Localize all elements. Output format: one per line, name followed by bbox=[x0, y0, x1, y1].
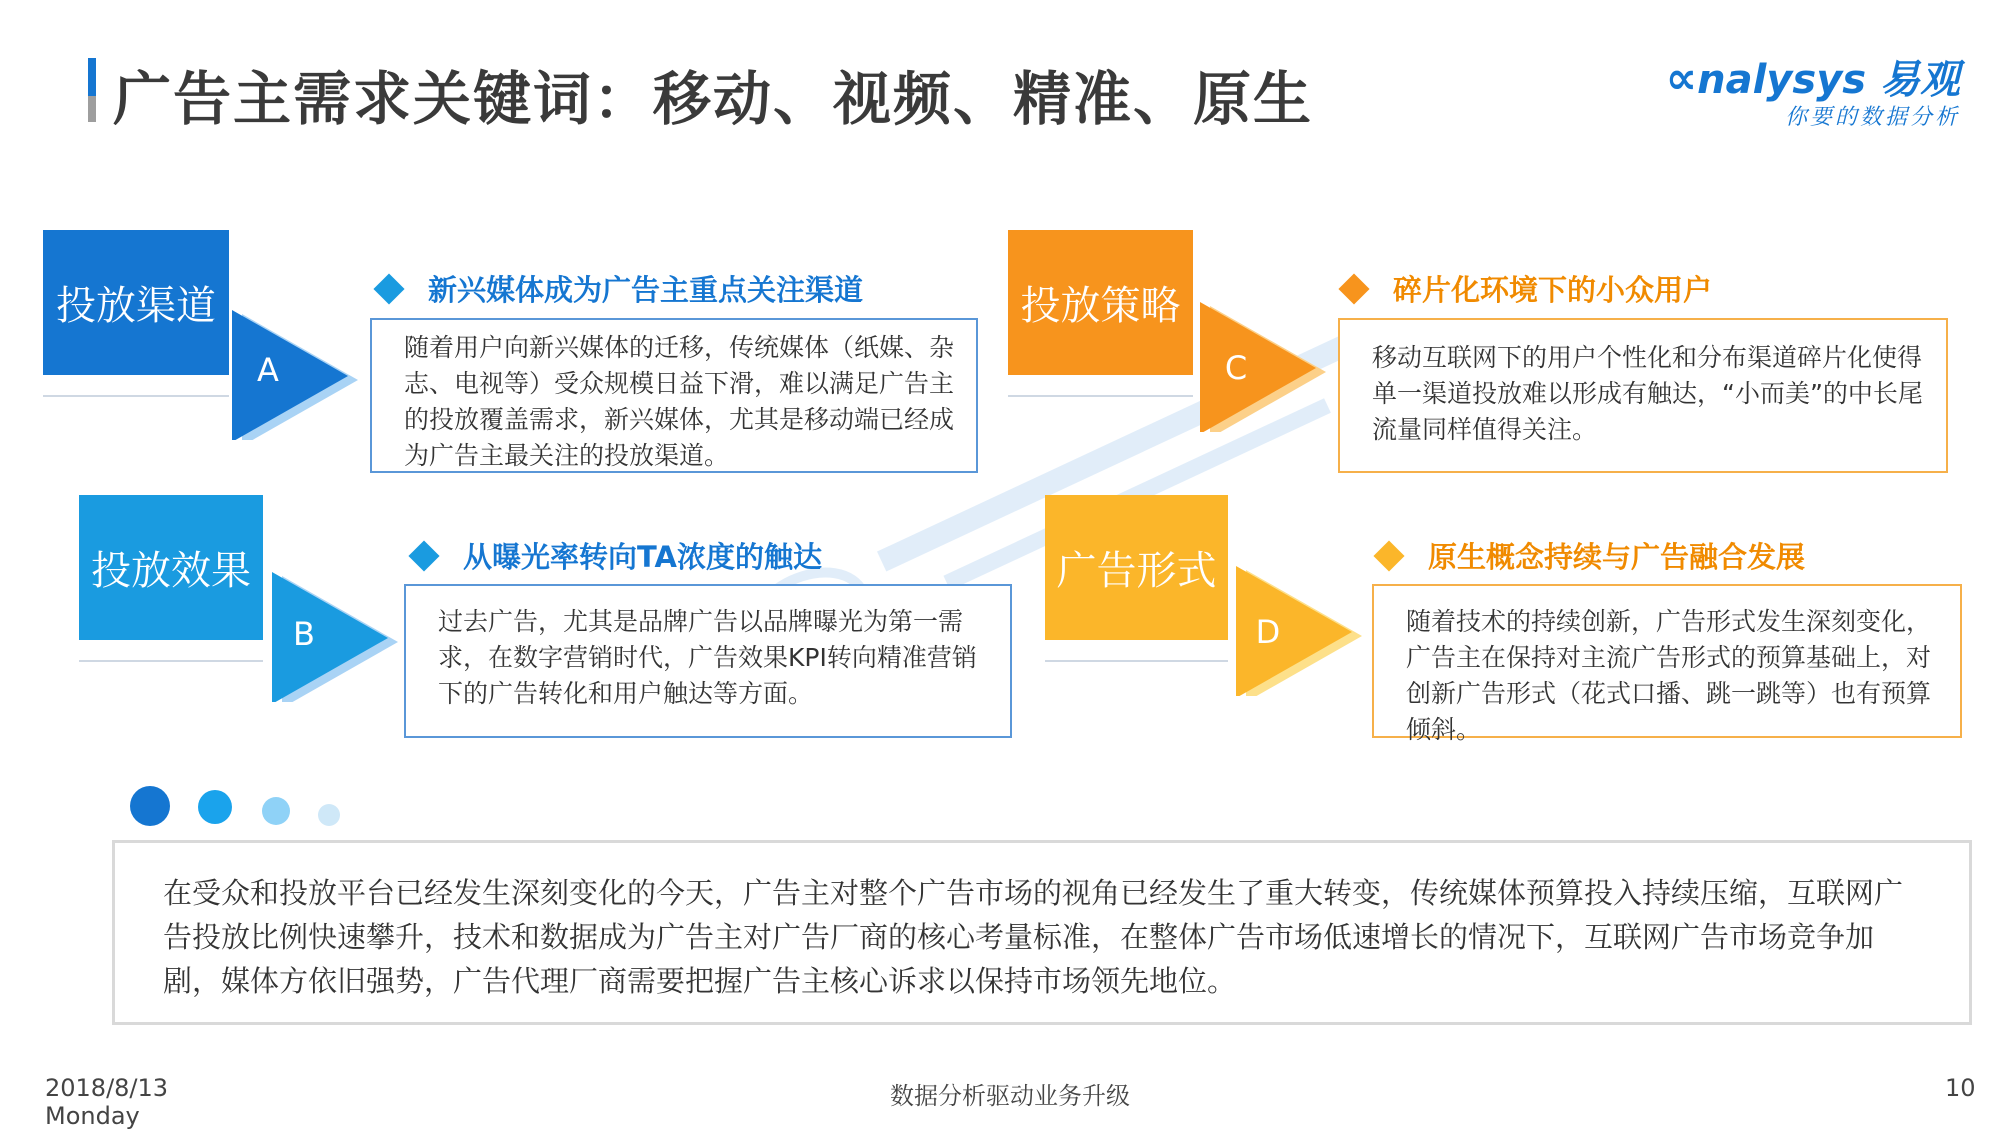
card-b-heading bbox=[405, 535, 822, 576]
card-b-description: 过去广告，尤其是品牌广告以品牌曝光为第一需求，在数字营销时代，广告效果KPI转向精准营销下的广告转化和用户触达等方面。 bbox=[404, 584, 1012, 738]
category-box-c: 投放策略 bbox=[1008, 230, 1193, 375]
card-a-description: 随着用户向新兴媒体的迁移，传统媒体（纸媒、杂志、电视等）受众规模日益下滑，难以满足广告主的投放覆盖需求，新兴媒体，尤其是移动端已经成为广告主最关注的投放渠道。 bbox=[370, 318, 978, 473]
card-c-heading bbox=[1335, 268, 1712, 309]
category-box-a: 投放渠道 bbox=[43, 230, 229, 375]
card-c-description: 移动互联网下的用户个性化和分布渠道碎片化使得单一渠道投放难以形成有触达，“小而美”的中长尾流量同样值得关注。 bbox=[1338, 318, 1948, 473]
footer-center-text: 数据分析驱动业务升级 bbox=[890, 1082, 1130, 1110]
category-underline-b bbox=[79, 660, 263, 662]
decor-dot-3 bbox=[262, 797, 290, 825]
page-number: 10 bbox=[1945, 1074, 1976, 1102]
page-title: 广告主需求关键词：移动、视频、精准、原生 bbox=[113, 65, 1314, 133]
diamond-b-icon bbox=[408, 540, 439, 571]
diamond-d-icon bbox=[1373, 540, 1404, 571]
decor-dot-1 bbox=[130, 786, 170, 826]
logo-brand: nalysys 易观 bbox=[1697, 57, 1960, 103]
diamond-a-icon bbox=[373, 273, 404, 304]
category-box-d: 广告形式 bbox=[1045, 495, 1228, 640]
card-d-heading bbox=[1370, 535, 1805, 576]
category-underline-a bbox=[43, 395, 229, 397]
arrow-c-letter: C bbox=[1224, 349, 1248, 387]
summary-box: 在受众和投放平台已经发生深刻变化的今天，广告主对整个广告市场的视角已经发生了重大转变，传统媒体预算投入持续压缩，互联网广告投放比例快速攀升，技术和数据成为广告主对广告厂商的核心考量标准，在整体广告市场低速增长的情况下，互联网广告市场竞争加剧，媒体方依旧强势，广告代理厂商需要把握广告主核心诉求以保持市场领先地位。 bbox=[112, 840, 1972, 1025]
decor-dot-2 bbox=[198, 790, 232, 824]
analysys-logo bbox=[1666, 48, 1960, 105]
category-box-b: 投放效果 bbox=[79, 495, 263, 640]
logo-tagline: 你要的数据分析 bbox=[1784, 105, 1960, 130]
card-d-description: 随着技术的持续创新，广告形式发生深刻变化，广告主在保持对主流广告形式的预算基础上，对创新广告形式（花式口播、跳一跳等）也有预算倾斜。 bbox=[1372, 584, 1962, 738]
footer-date: 2018/8/13 bbox=[45, 1074, 169, 1102]
arrow-a-letter: A bbox=[257, 351, 279, 389]
card-a-heading bbox=[370, 268, 863, 309]
card-a-heading-text: 新兴媒体成为广告主重点关注渠道 bbox=[428, 273, 864, 307]
logo-swirl-icon: ∝ bbox=[1665, 53, 1698, 104]
card-b-heading-text: 从曝光率转向TA浓度的触达 bbox=[463, 540, 822, 574]
category-underline-d bbox=[1045, 660, 1228, 662]
decor-dot-4 bbox=[318, 804, 340, 826]
footer-weekday: Monday bbox=[45, 1102, 140, 1130]
arrow-b-letter: B bbox=[293, 615, 315, 653]
arrow-d-letter: D bbox=[1255, 613, 1281, 651]
category-underline-c bbox=[1008, 395, 1193, 397]
card-c-heading-text: 碎片化环境下的小众用户 bbox=[1393, 273, 1713, 307]
card-d-heading-text: 原生概念持续与广告融合发展 bbox=[1428, 540, 1806, 574]
diamond-c-icon bbox=[1338, 273, 1369, 304]
title-accent-bar-grey bbox=[88, 96, 96, 122]
